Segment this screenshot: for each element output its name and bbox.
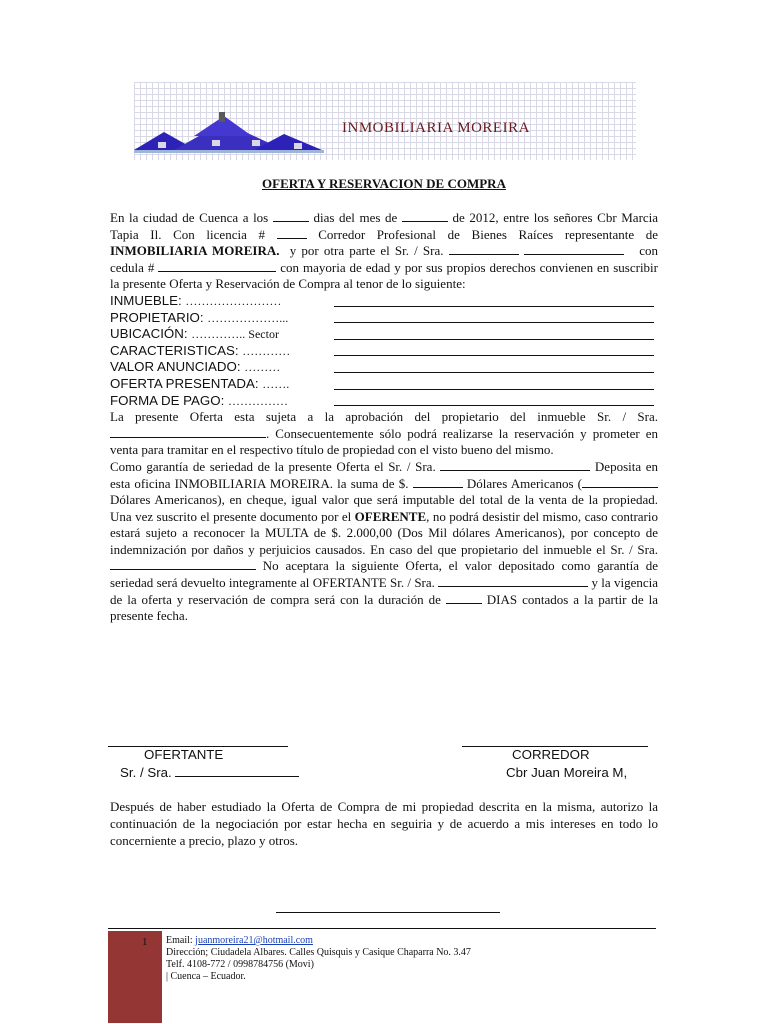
signature-block bbox=[108, 736, 654, 786]
field-forma-de-pago: FORMA DE PAGO: …………… bbox=[110, 393, 658, 410]
footer-divider bbox=[108, 928, 656, 929]
field-caracteristicas: CARACTERISTICAS: ………… bbox=[110, 343, 658, 360]
owner-blank[interactable] bbox=[110, 558, 256, 570]
document-body bbox=[110, 210, 658, 625]
footer-address: Dirección; Ciudadela Albares. Calles Quisquis y Casique Chaparra No. 3.47 bbox=[166, 947, 471, 958]
caracteristicas-line[interactable] bbox=[334, 355, 654, 356]
houses-logo-icon bbox=[134, 100, 334, 160]
offerer-role: OFERTANTE bbox=[144, 747, 224, 762]
day-blank[interactable] bbox=[273, 210, 309, 222]
footer-phone: Telf. 4108-772 / 0998784756 (Movi) bbox=[166, 959, 314, 970]
client-firstname-blank[interactable] bbox=[524, 243, 624, 255]
cedula-blank[interactable] bbox=[158, 260, 276, 272]
month-blank[interactable] bbox=[402, 210, 448, 222]
owner-signature-line[interactable] bbox=[276, 912, 500, 913]
page-number: 1 bbox=[142, 936, 148, 948]
offerer-name-label: Sr. / Sra. bbox=[120, 765, 299, 780]
owner-name-blank[interactable] bbox=[110, 426, 266, 438]
footer-city: | Cuenca – Ecuador. bbox=[166, 971, 246, 982]
brand-name: INMOBILIARIA MOREIRA bbox=[342, 120, 530, 136]
amount-blank[interactable] bbox=[413, 476, 463, 488]
email-link[interactable]: juanmoreira21@hotmail.com bbox=[195, 935, 313, 946]
offerer-name-blank[interactable] bbox=[175, 765, 299, 777]
ubicacion-line[interactable] bbox=[334, 339, 654, 340]
license-blank[interactable] bbox=[277, 227, 307, 239]
valor-anunciado-line[interactable] bbox=[334, 372, 654, 373]
client-lastname-blank[interactable] bbox=[449, 243, 519, 255]
guarantor-blank[interactable] bbox=[440, 459, 590, 471]
field-valor-anunciado: VALOR ANUNCIADO: ……… bbox=[110, 359, 658, 376]
field-inmueble: INMUEBLE: …………………… bbox=[110, 293, 658, 310]
broker-name: Cbr Juan Moreira M, bbox=[506, 765, 628, 780]
forma-de-pago-line[interactable] bbox=[334, 405, 654, 406]
owner-authorization-paragraph: Después de haber estudiado la Oferta de Compra de mi propiedad descrita en la misma, autorizo la continuación de la negociación por estar hecha en seguiria y de acuerdo a mis intereses en todo lo concerniente a precio, plazo y otros. bbox=[110, 799, 658, 848]
amount-words-blank[interactable] bbox=[582, 476, 658, 488]
intro-paragraph: En la ciudad de Cuenca a los dias del mes de de 2012, entre los señores Cbr Marcia Tapia Il. Con licencia # Corredor Profesional de Bienes Raíces representante de INMOBILIARIA MOREIRA. y por otra parte el Sr. / Sra. con cedula # con mayoria de edad y por sus propios derechos convienen en suscribir la presente Oferta y Reservación de Compra al tenor de lo siguiente: bbox=[110, 210, 659, 292]
document-title: OFERTA Y RESERVACION DE COMPRA bbox=[262, 176, 506, 191]
broker-role: CORREDOR bbox=[512, 747, 590, 762]
oferta-presentada-line[interactable] bbox=[334, 389, 654, 390]
page-footer bbox=[108, 928, 656, 990]
approval-clause: La presente Oferta esta sujeta a la aprobación del propietario del inmueble Sr. / Sra. . Consecuentemente sólo podrá realizarse la reservación y prometer en venta para tramitar en el respectivo título de propiedad con el visto bueno del mismo. bbox=[110, 409, 658, 458]
field-oferta-presentada: OFERTA PRESENTADA: ……. bbox=[110, 376, 658, 393]
field-ubicacion: UBICACIÓN: ………….. Sector bbox=[110, 326, 658, 343]
propietario-line[interactable] bbox=[334, 322, 654, 323]
letterhead-banner bbox=[134, 82, 636, 160]
inmueble-line[interactable] bbox=[334, 306, 654, 307]
days-blank[interactable] bbox=[446, 592, 482, 604]
field-propietario: PROPIETARIO: ………………... bbox=[110, 310, 658, 327]
guarantee-clause: Como garantía de seriedad de la presente Oferta el Sr. / Sra. Deposita en esta oficina INMOBILIARIA MOREIRA. la suma de $. Dólares Americanos ( Dólares Americanos), en cheque, igual valor que será imputable del total de la venta de la propiedad. Una vez suscrito el presente documento por el OFERENTE, no podrá desistir del mismo, caso contrario estará sujeto a reconocer la MULTA de $. 2.000,00 (Dos Mil dólares Americanos), por concepto de indemnización por daños y perjuicios causados. En caso del que propietario del inmueble el Sr. / Sra. No aceptara la siguiente Oferta, el valor depositado como garantía de seriedad será devuelto integramente al OFERTANTE Sr. / Sra. y la vigencia de la oferta y reservación de compra será con la duración de DIAS contados a la partir de la presente fecha. bbox=[110, 458, 659, 624]
offerer-blank[interactable] bbox=[438, 575, 588, 587]
footer-accent-box bbox=[108, 931, 162, 1023]
footer-contact: Email: juanmoreira21@hotmail.com Dirección; Ciudadela Albares. Calles Quisquis y Casique Chaparra No. 3.47 Telf. 4108-772 / 0998784756 (Movi) | Cuenca – Ecuador. bbox=[166, 935, 471, 982]
